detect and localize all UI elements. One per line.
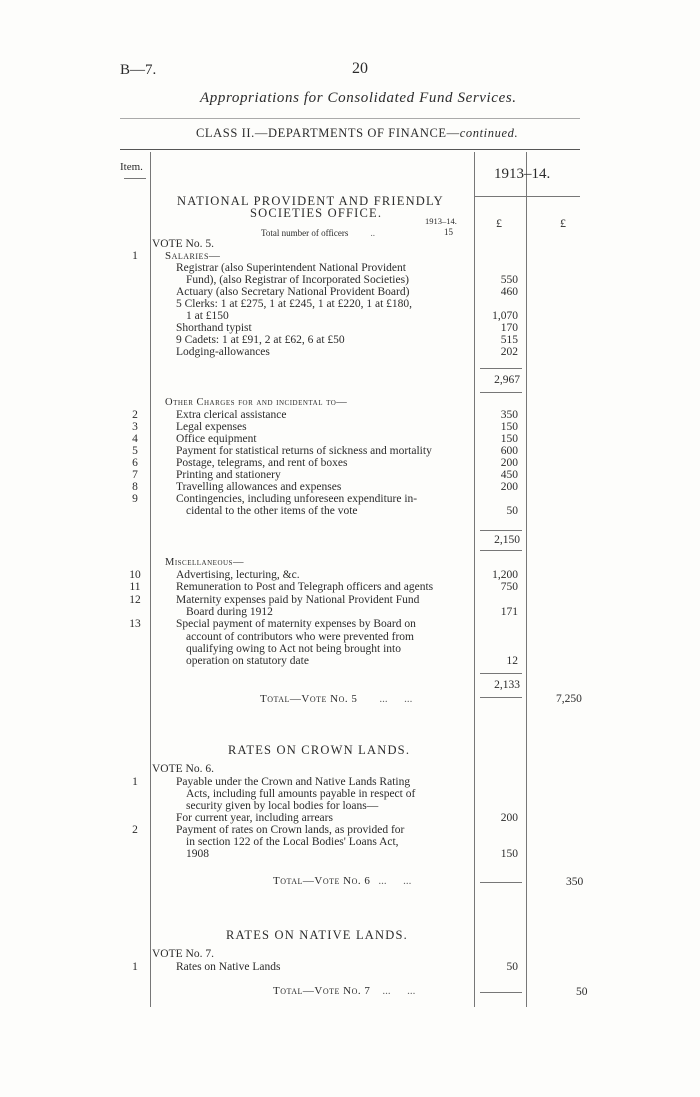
line-amount: 450 (500, 469, 518, 481)
line-text: Maternity expenses paid by National Provident Fund (176, 593, 420, 606)
salaries-subtotal-rule-2 (480, 392, 522, 393)
misc-subtotal-rule (480, 673, 522, 674)
line-amount: 171 (500, 605, 518, 618)
item-column-rule (150, 152, 151, 1007)
vote-7-total-label: Total—Vote No. 7 (273, 985, 371, 997)
crown-lands-title: RATES ON CROWN LANDS. (228, 743, 411, 757)
miscellaneous-heading: Miscellaneous— (165, 557, 244, 568)
line-amount: 170 (500, 322, 518, 334)
npfs-title-2: SOCIETIES OFFICE. (250, 206, 383, 220)
misc-subtotal-rule-2 (480, 697, 522, 698)
line-text: Payable under the Crown and Native Lands Rating (176, 776, 411, 788)
item-number: 7 (132, 469, 138, 481)
line-amount: 1,200 (492, 569, 518, 581)
year-header-rule (474, 196, 580, 197)
line-text: qualifying owing to Act not being brought into (186, 642, 401, 655)
page-title: Appropriations for Consolidated Fund Services. (200, 90, 517, 106)
line-text: operation on statutory date (186, 655, 309, 668)
line-text: Legal expenses (176, 421, 247, 433)
line-amount: 150 (500, 421, 518, 433)
vote-6-total-label: Total—Vote No. 6 (273, 875, 371, 887)
item-column-header: Item. (120, 161, 143, 173)
line-text: Advertising, lecturing, &c. (176, 569, 300, 581)
line-text: Office equipment (176, 433, 257, 445)
line-amount: 202 (500, 346, 518, 358)
line-text: Fund), (also Registrar of Incorporated Societies) (186, 274, 409, 286)
item-number: 5 (132, 445, 138, 457)
amount-column-rule-left (474, 152, 475, 1007)
item-number: 2 (132, 824, 138, 836)
vote-5-total-line: Total—Vote No. 5 ... ... (260, 693, 413, 705)
vote-5-total: 7,250 (556, 693, 582, 705)
line-text: Extra clerical assistance (176, 409, 287, 421)
line-amount: 350 (500, 409, 518, 421)
item-number: 4 (132, 433, 138, 445)
line-amount: 50 (506, 505, 518, 517)
line-amount: 50 (506, 961, 518, 973)
line-text: Actuary (also Secretary National Provident Board) (176, 286, 410, 298)
salaries-subtotal: 2,967 (494, 374, 520, 386)
vote-7-total-line: Total—Vote No. 7 ... ... (273, 985, 416, 997)
item-number: 9 (132, 493, 138, 505)
line-text: Registrar (also Superintendent National Provident (176, 262, 406, 274)
line-text: 1 at £150 (186, 310, 229, 322)
amount-column-rule-right (526, 152, 527, 1007)
line-text: Payment for statistical returns of sickness and mortality (176, 445, 432, 457)
title-rule (120, 118, 580, 119)
salaries-heading: Salaries— (165, 250, 221, 262)
line-amount: 150 (500, 433, 518, 445)
line-text: Shorthand typist (176, 322, 252, 334)
vote-6-total: 350 (566, 876, 584, 888)
line-text: Postage, telegrams, and rent of boxes (176, 457, 348, 469)
line-text: Printing and stationery (176, 469, 281, 481)
line-amount: 600 (500, 445, 518, 457)
npfs-title-1: NATIONAL PROVIDENT AND FRIENDLY (177, 194, 444, 208)
line-text: 9 Cadets: 1 at £91, 2 at £62, 6 at £50 (176, 334, 345, 346)
native-lands-title: RATES ON NATIVE LANDS. (226, 928, 408, 942)
line-text: Rates on Native Lands (176, 961, 281, 973)
year-column-header: 1913–14. (494, 166, 551, 182)
line-amount: 515 (500, 334, 518, 346)
misc-subtotal: 2,133 (494, 679, 520, 691)
line-text: 5 Clerks: 1 at £275, 1 at £245, 1 at £220, 1 at £180, (176, 298, 413, 310)
line-text: Contingencies, including unforeseen expenditure in- (176, 493, 418, 505)
vote-5-heading: VOTE No. 5. (152, 238, 214, 250)
line-amount: 750 (500, 581, 518, 594)
item-number: 3 (132, 421, 138, 433)
officers-label: Total number of officers .. (261, 228, 375, 238)
line-amount: 12 (506, 655, 518, 668)
line-amount: 200 (500, 481, 518, 493)
item-number: 10 (129, 569, 141, 581)
line-text: Remuneration to Post and Telegraph officers and agents (176, 581, 434, 594)
line-amount: 200 (500, 812, 518, 824)
vote-6-total-line: Total—Vote No. 6 ... ... (273, 875, 412, 887)
item-header-underline (124, 178, 146, 179)
item-number: 13 (129, 618, 141, 631)
line-text: cidental to the other items of the vote (186, 505, 358, 517)
item-number: 8 (132, 481, 138, 493)
other-subtotal-rule (480, 530, 522, 531)
line-text: Travelling allowances and expenses (176, 481, 342, 493)
line-amount: 460 (500, 286, 518, 298)
line-amount: 200 (500, 457, 518, 469)
vote-5-total-label: Total—Vote No. 5 (260, 693, 358, 705)
line-amount: 550 (500, 274, 518, 286)
item-number: 1 (132, 961, 138, 973)
other-subtotal: 2,150 (494, 534, 520, 546)
salaries-subtotal-rule (480, 368, 522, 369)
pound-sign-col2: £ (560, 216, 566, 230)
item-number: 6 (132, 457, 138, 469)
officers-year: 1913–14. (425, 216, 457, 226)
line-text: Board during 1912 (186, 605, 273, 618)
item-number: 2 (132, 409, 138, 421)
vote-7-heading: VOTE No. 7. (152, 948, 214, 960)
vote-7-total-rule (480, 992, 522, 993)
line-text: Special payment of maternity expenses by Board on (176, 618, 416, 631)
other-charges-heading: Other Charges for and incidental to— (165, 397, 348, 408)
vote-7-total: 50 (576, 986, 588, 998)
other-subtotal-rule-2 (480, 550, 522, 551)
item-number: 11 (129, 581, 141, 594)
class-heading (196, 126, 518, 141)
line-text: 1908 (186, 848, 209, 860)
line-text: Acts, including full amounts payable in respect of (186, 788, 416, 800)
table-top-rule (120, 149, 580, 150)
item-number: 12 (129, 593, 141, 606)
line-amount: 150 (500, 848, 518, 860)
item-number: 1 (132, 776, 138, 788)
pound-sign-col1: £ (496, 216, 502, 230)
line-amount: 1,070 (492, 310, 518, 322)
page-ref: B—7. (120, 62, 157, 78)
line-text: Lodging-allowances (176, 346, 270, 358)
line-text: in section 122 of the Local Bodies' Loans Act, (186, 836, 399, 848)
vote-6-heading: VOTE No. 6. (152, 763, 214, 775)
officers-label-text: Total number of officers (261, 228, 349, 238)
line-text: Payment of rates on Crown lands, as provided for (176, 824, 405, 836)
line-text: account of contributors who were prevented from (186, 630, 415, 643)
item-number: 1 (132, 250, 138, 262)
officers-count: 15 (444, 227, 453, 237)
class-heading-text: CLASS II.—DEPARTMENTS OF FINANCE— (196, 126, 460, 140)
vote-6-total-rule (480, 882, 522, 883)
class-heading-cont: continued. (459, 126, 519, 140)
line-text: For current year, including arrears (176, 812, 333, 824)
line-text: security given by local bodies for loans— (186, 800, 379, 812)
page-number: 20 (352, 60, 368, 77)
